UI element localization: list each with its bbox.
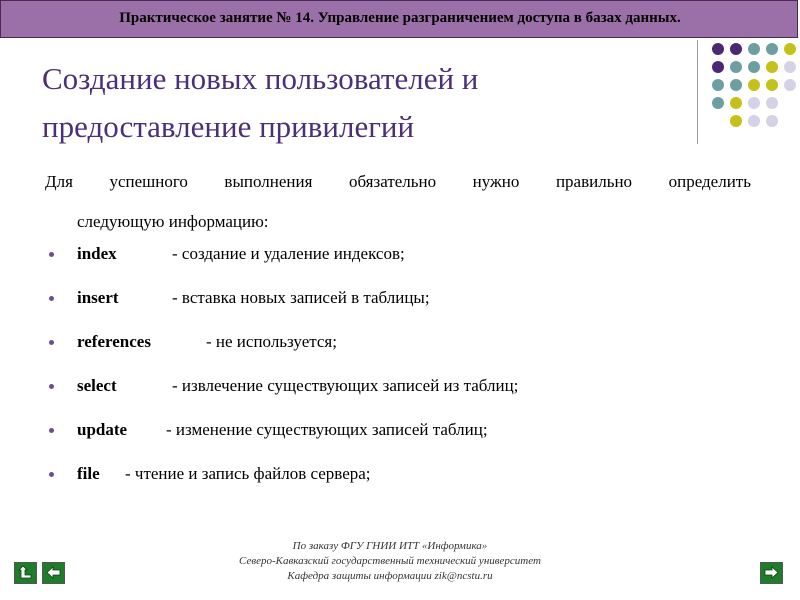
right-arrow-icon [764, 566, 779, 584]
footer-credits [180, 539, 600, 584]
decor-dot [730, 61, 742, 73]
decor-dot [748, 61, 760, 73]
bullet-icon [49, 296, 54, 301]
decor-dot [766, 115, 778, 127]
lesson-title: Практическое занятие № 14. Управление разграничением доступа в базах данных. [119, 10, 681, 26]
intro-line1: Для успешного выполнения обязательно нужно правильно определить [45, 172, 751, 191]
footer-line1: По заказу ФГУ ГНИИ ИТТ «Информика» [292, 540, 488, 552]
decor-dot-grid [712, 43, 798, 129]
decor-dot [712, 61, 724, 73]
bullet-icon [49, 384, 54, 389]
intro-line2: следующую информацию: [77, 212, 269, 231]
privilege-keyword: file [77, 464, 100, 483]
decor-dot [748, 79, 760, 91]
decor-dot [766, 79, 778, 91]
privilege-description: - изменение существующих записей таблиц; [166, 420, 488, 439]
privilege-keyword: references [77, 332, 151, 351]
privilege-description: - чтение и запись файлов сервера; [125, 464, 371, 483]
decor-dot [748, 97, 760, 109]
home-arrow-icon [18, 566, 33, 584]
privilege-keyword: index [77, 244, 117, 263]
decor-dot [784, 61, 796, 73]
slide-title [42, 55, 682, 151]
decor-dot [730, 79, 742, 91]
footer-line3: Кафедра защиты информации zik@ncstu.ru [287, 570, 493, 582]
header-banner [0, 0, 798, 38]
privilege-description: - создание и удаление индексов; [172, 244, 405, 263]
decor-dot [730, 43, 742, 55]
decor-dot [730, 115, 742, 127]
decor-dot [712, 43, 724, 55]
bullet-icon [49, 340, 54, 345]
decor-dot [766, 61, 778, 73]
back-button[interactable] [42, 562, 65, 584]
bullet-icon [49, 472, 54, 477]
decor-dot [712, 79, 724, 91]
forward-button[interactable] [760, 562, 783, 584]
decor-dot [730, 97, 742, 109]
footer-line2: Северо-Кавказский государственный технический университет [239, 555, 541, 567]
decor-dot [748, 43, 760, 55]
decor-dot [784, 43, 796, 55]
privilege-keyword: insert [77, 288, 119, 307]
intro-paragraph [45, 162, 751, 242]
decor-dot [784, 79, 796, 91]
decor-dot [748, 115, 760, 127]
slide-title-line2: предоставление привилегий [42, 109, 415, 144]
home-button[interactable] [14, 562, 37, 584]
decor-dot [712, 97, 724, 109]
bullet-icon [49, 252, 54, 257]
decor-divider [697, 40, 698, 144]
bullet-icon [49, 428, 54, 433]
privilege-description: - вставка новых записей в таблицы; [172, 288, 430, 307]
privilege-description: - не используется; [206, 332, 337, 351]
left-arrow-icon [46, 566, 61, 584]
slide-title-line1: Создание новых пользователей и [42, 61, 479, 96]
decor-dot [766, 97, 778, 109]
privilege-keyword: select [77, 376, 117, 395]
privilege-keyword: update [77, 420, 128, 439]
decor-dot [766, 43, 778, 55]
privilege-description: - извлечение существующих записей из таблиц; [172, 376, 519, 395]
